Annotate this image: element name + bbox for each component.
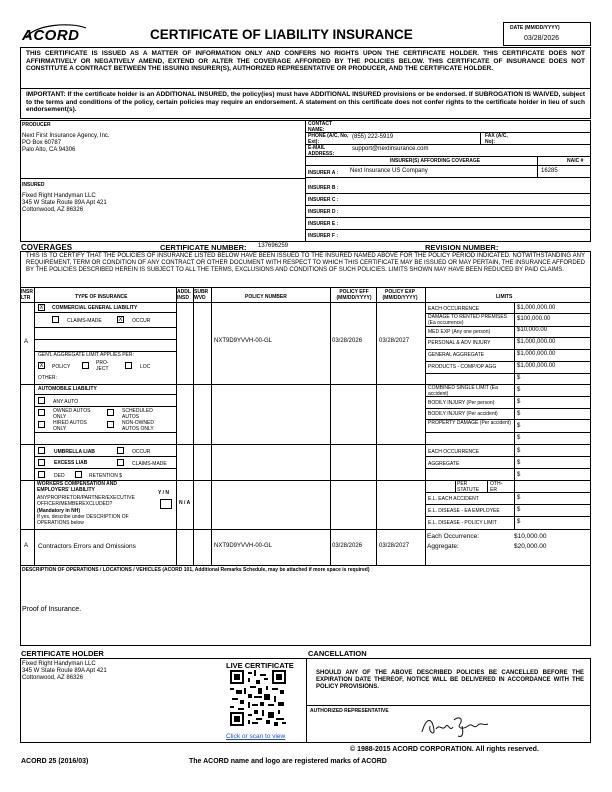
producer-name: Next First Insurance Agency, Inc. [22, 133, 110, 139]
acord-logo [20, 22, 90, 44]
non-owned-label: NON-OWNED AUTOS ONLY [122, 420, 154, 432]
limit-label: E.L. EACH ACCIDENT [428, 496, 479, 502]
limit-label: AGGREGATE [428, 461, 460, 467]
coverages-statement: THIS IS TO CERTIFY THAT THE POLICIES OF INSURANCE LISTED BELOW HAVE BEEN ISSUED TO THE INSURED NAMED ABOVE FOR THE POLICY PERIOD INDICATED. NOTWITHSTANDING ANY REQUIREMENT, TERM OR CONDITION OF ANY CONTRACT OR OTHER DOCUMENT WITH RESPECT TO WHICH THIS CERTIFICATE MAY BE ISSUED OR MAY PERTAIN, THE INSURANCE AFFORDED BY THE POLICIES DESCRIBED HEREIN IS SUBJECT TO ALL THE TERMS, EXCLUSIONS AND CONDITIONS OF SUCH POLICIES. LIMITS SHOWN MAY HAVE BEEN REDUCED BY PAID CLAIMS. [26, 253, 585, 273]
cert-number: 137696259 [258, 243, 289, 249]
eo-limit-label-2: Aggregate: [427, 543, 459, 550]
signature [418, 712, 493, 740]
project-label: PRO- JECT [96, 360, 109, 372]
insurer-f-label: INSURER F : [308, 233, 338, 239]
gl-exp: 03/28/2027 [379, 338, 410, 344]
limit-value: $1,000,000.00 [517, 363, 556, 369]
scheduled-checkbox[interactable] [107, 409, 114, 416]
insurer-a-name: Next Insurance US Company [350, 168, 428, 174]
policy-label: POLICY [52, 364, 71, 370]
limit-label: BODILY INJURY (Per person) [428, 400, 495, 406]
limit-value: $ [517, 411, 521, 417]
non-owned-checkbox[interactable] [107, 421, 114, 428]
owned-checkbox[interactable] [38, 409, 45, 416]
insurer-e-label: INSURER E : [308, 221, 339, 227]
eo-limit-value-2: $20,000.00 [514, 543, 547, 550]
limit-label: BODILY INJURY (Per accident) [428, 411, 498, 417]
limit-value: $ [517, 375, 521, 381]
limit-label: E.L. DISEASE - POLICY LIMIT [428, 520, 497, 526]
description-text: Proof of Insurance. [22, 606, 82, 613]
limit-label: EACH OCCURRENCE [428, 306, 480, 312]
claims-made-label: CLAIMS-MADE [67, 318, 102, 324]
eo-ltr: A [24, 543, 29, 549]
limit-label: DAMAGE TO RENTED PREMISES (Ea occurrence) [428, 314, 507, 326]
limit-value: $1,000,000.00 [517, 339, 556, 345]
eo-limit-label-1: Each Occurrence: [427, 533, 480, 540]
notice-info: THIS CERTIFICATE IS ISSUED AS A MATTER OF INFORMATION ONLY AND CONFERS NO RIGHTS UPON THE CERTIFICATE HOLDER. THIS CERTIFICATE DOES NOT AFFIRMATIVELY OR NEGATIVELY AMEND, EXTEND OR ALTER THE COVERAGE AFFORDED BY THE POLICIES BELOW. THIS CERTIFICATE OF INSURANCE DOES NOT CONSTITUTE A CONTRACT BETWEEN THE ISSUING INSURER(S), AUTHORIZED REPRESENTATIVE OR PRODUCER, AND THE CERTIFICATE HOLDER. [26, 50, 585, 72]
workers-describe: If yes, describe under DESCRIPTION OF OPERATIONS below [37, 514, 129, 526]
workers-title: WORKERS COMPENSATION AND EMPLOYERS' LIABILITY [37, 481, 117, 493]
umbrella-claims-checkbox[interactable] [117, 459, 124, 466]
th-exp: POLICY EXP (MM/DD/YYYY) [382, 289, 418, 301]
th-limits: LIMITS [496, 294, 513, 300]
ded-checkbox[interactable] [38, 471, 45, 478]
limit-value: $ [517, 507, 521, 513]
insured-address2: Cottonwood, AZ 86326 [22, 207, 84, 213]
contact-email: support@nextinsurance.com [352, 146, 429, 152]
limit-label: COMBINED SINGLE LIMIT (Ea accident) [428, 385, 498, 397]
page-title: CERTIFICATE OF LIABILITY INSURANCE [150, 27, 413, 42]
policy-checkbox[interactable]: X [39, 363, 44, 369]
limit-value: $ [517, 472, 521, 478]
insurer-c-label: INSURER C : [308, 197, 339, 203]
workers-yn-box[interactable] [160, 499, 172, 509]
gl-checkbox[interactable]: X [39, 305, 44, 311]
umbrella-occur-label: OCCUR [132, 449, 151, 455]
limit-value: $1,000,000.00 [517, 351, 556, 357]
eo-limit-value-1: $10,000.00 [514, 533, 547, 540]
retention-checkbox[interactable] [75, 471, 82, 478]
limit-label: PRODUCTS - COMP/OP AGG [428, 364, 497, 370]
owned-label: OWNED AUTOS ONLY [53, 408, 91, 420]
contact-fax-label: FAX (A/C, No): [485, 133, 508, 145]
limit-label: GENERAL AGGREGATE [428, 352, 485, 358]
per-statute: PER STATUTE [457, 481, 480, 493]
description-label: DESCRIPTION OF OPERATIONS / LOCATIONS / VEHICLES (ACORD 101, Additional Remarks Schedule, may be attached if more space is required) [22, 567, 370, 573]
th-subr: SUBR WVD [194, 289, 209, 301]
claims-made-checkbox[interactable] [52, 316, 59, 323]
holder-name: Fixed Right Handyman LLC [22, 661, 96, 667]
umbrella-claims-label: CLAIMS-MADE [132, 461, 167, 467]
holder-address1: 345 W State Route 89A Apt 421 [22, 668, 107, 674]
trademark: The ACORD name and logo are registered marks of ACORD [189, 758, 387, 765]
authorized-rep-label: AUTHORIZED REPRESENTATIVE [310, 708, 389, 714]
limit-label: MED EXP (Any one person) [428, 329, 491, 335]
eo-eff: 03/28/2026 [332, 543, 363, 549]
loc-checkbox[interactable] [125, 362, 132, 369]
contact-phone-label: PHONE (A/C, No, Ext): [308, 133, 349, 145]
limit-value: $10,000.00 [517, 327, 548, 333]
any-auto-checkbox[interactable] [38, 397, 45, 404]
contact-email-label: E-MAIL ADDRESS: [308, 145, 335, 157]
gl-policy-number: NXT9D9YVVH-00-GL [214, 338, 273, 344]
live-certificate-label: LIVE CERTIFICATE [226, 661, 294, 670]
scheduled-label: SCHEDULED AUTOS [122, 408, 153, 420]
occur-checkbox[interactable]: X [118, 317, 123, 323]
workers-yn: Y / N [158, 490, 170, 496]
workers-na: N / A [179, 500, 191, 506]
ded-label: DED [54, 473, 65, 479]
gl-aggregate-label: GEN'L AGGREGATE LIMIT APPLIES PER: [38, 352, 134, 358]
limit-label: E.L. DISEASE - EA EMPLOYEE [428, 508, 500, 514]
cancellation-text: SHOULD ANY OF THE ABOVE DESCRIBED POLICIES BE CANCELLED BEFORE THE EXPIRATION DATE THEREOF, NOTICE WILL BE DELIVERED IN ACCORDANCE WITH THE POLICY PROVISIONS. [316, 670, 584, 690]
holder-label: CERTIFICATE HOLDER [21, 649, 104, 658]
limit-value: $ [517, 448, 521, 454]
oth-er: OTH- ER [490, 481, 503, 493]
excess-label: EXCESS LIAB [54, 460, 88, 466]
insurer-a-naic: 16285 [541, 168, 558, 174]
insured-name: Fixed Right Handyman LLC [22, 193, 96, 199]
insurer-b-label: INSURER B : [308, 185, 339, 191]
th-eff: POLICY EFF (MM/DD/YYYY) [336, 289, 372, 301]
qr-code-icon[interactable] [230, 670, 286, 726]
workers-text: ANYPROPRIETOR/PARTNER/EXECUTIVE OFFICER/MEMBEREXCLUDED? [37, 495, 135, 507]
limit-label: PERSONAL & ADV INJURY [428, 340, 491, 346]
limit-value: $ [517, 423, 521, 429]
limit-value: $ [517, 460, 521, 466]
limit-label: EACH OCCURRENCE [428, 449, 480, 455]
other-label: OTHER: [38, 375, 57, 381]
project-checkbox[interactable] [82, 362, 89, 369]
umbrella-occur-checkbox[interactable] [117, 447, 124, 454]
insurers-header: INSURER(S) AFFORDING COVERAGE [390, 158, 481, 164]
cert-number-label: CERTIFICATE NUMBER: [160, 243, 247, 252]
limit-value: $ [517, 387, 521, 393]
holder-address2: Cottonwood, AZ 86326 [22, 675, 84, 681]
coverages-label: COVERAGES [21, 243, 73, 252]
th-policy-number: POLICY NUMBER [245, 294, 287, 300]
hired-label: HIRED AUTOS ONLY [53, 420, 87, 432]
hired-checkbox[interactable] [38, 421, 45, 428]
gl-title: COMMERCIAL GENERAL LIABILITY [52, 305, 138, 311]
producer-label: PRODUCER [22, 122, 51, 128]
retention-label: RETENTION $ [89, 473, 123, 479]
th-type: TYPE OF INSURANCE [75, 294, 128, 300]
logo-text: ACORD [22, 27, 80, 44]
eo-exp: 03/28/2027 [379, 543, 410, 549]
insurer-a-label: INSURER A : [308, 170, 339, 176]
eo-title: Contractors Errors and Omissions [38, 543, 136, 550]
insured-label: INSURED [22, 182, 45, 188]
copyright: © 1988-2015 ACORD CORPORATION. All rights reserved. [350, 746, 539, 753]
umbrella-checkbox[interactable] [38, 447, 45, 454]
limit-value: $100,000.00 [517, 316, 551, 322]
gl-ltr: A [24, 339, 29, 345]
naic-label: NAIC # [567, 158, 584, 164]
th-insr-ltr: INSR LTR [21, 289, 33, 301]
limit-value: $ [517, 399, 521, 405]
limit-value: $ [517, 435, 521, 441]
revision-label: REVISION NUMBER: [425, 243, 499, 252]
limit-label: PROPERTY DAMAGE (Per accident) [428, 420, 511, 426]
cancellation-label: CANCELLATION [308, 649, 367, 658]
th-addl: ADDL INSD [177, 289, 191, 301]
workers-mandatory: (Mandatory in NH) [37, 508, 81, 514]
contact-name-label: CONTACT NAME: [308, 121, 333, 133]
insured-address1: 345 W State Route 89A Apt 421 [22, 200, 107, 206]
date-value: 03/28/2026 [524, 35, 560, 42]
umbrella-label: UMBRELLA LIAB [54, 449, 95, 455]
any-auto-label: ANY AUTO [53, 399, 79, 405]
producer-address2: Palo Alto, CA 94306 [22, 147, 76, 153]
date-label: DATE (MM/DD/YYYY) [510, 25, 560, 31]
occur-label: OCCUR [132, 318, 151, 324]
scan-link[interactable]: Click or scan to view [226, 733, 286, 740]
limit-value: $ [517, 519, 521, 525]
eo-policy-number: NXT9D9YVVH-00-GL [214, 543, 273, 549]
contact-phone: (855) 222-5919 [352, 134, 394, 140]
notice-important: IMPORTANT: If the certificate holder is an ADDITIONAL INSURED, the policy(ies) must have ADDITIONAL INSURED provisions or be endorsed. If SUBROGATION IS WAIVED, subject to the terms and conditions of the policy, certain policies may require an endorsement. A statement on this certificate does not confer rights to the certificate holder in lieu of such endorsement(s). [26, 91, 585, 113]
gl-eff: 03/28/2026 [332, 338, 363, 344]
limit-value: $1,000,000.00 [517, 305, 556, 311]
excess-checkbox[interactable] [38, 459, 45, 466]
insurer-d-label: INSURER D : [308, 209, 339, 215]
loc-label: LOC [140, 364, 151, 370]
date-box [503, 22, 591, 46]
auto-title: AUTOMOBILE LIABILITY [38, 386, 97, 392]
producer-address1: PO Box 60787 [22, 140, 62, 146]
form-number: ACORD 25 (2016/03) [21, 758, 89, 765]
limit-value: $ [517, 495, 521, 501]
